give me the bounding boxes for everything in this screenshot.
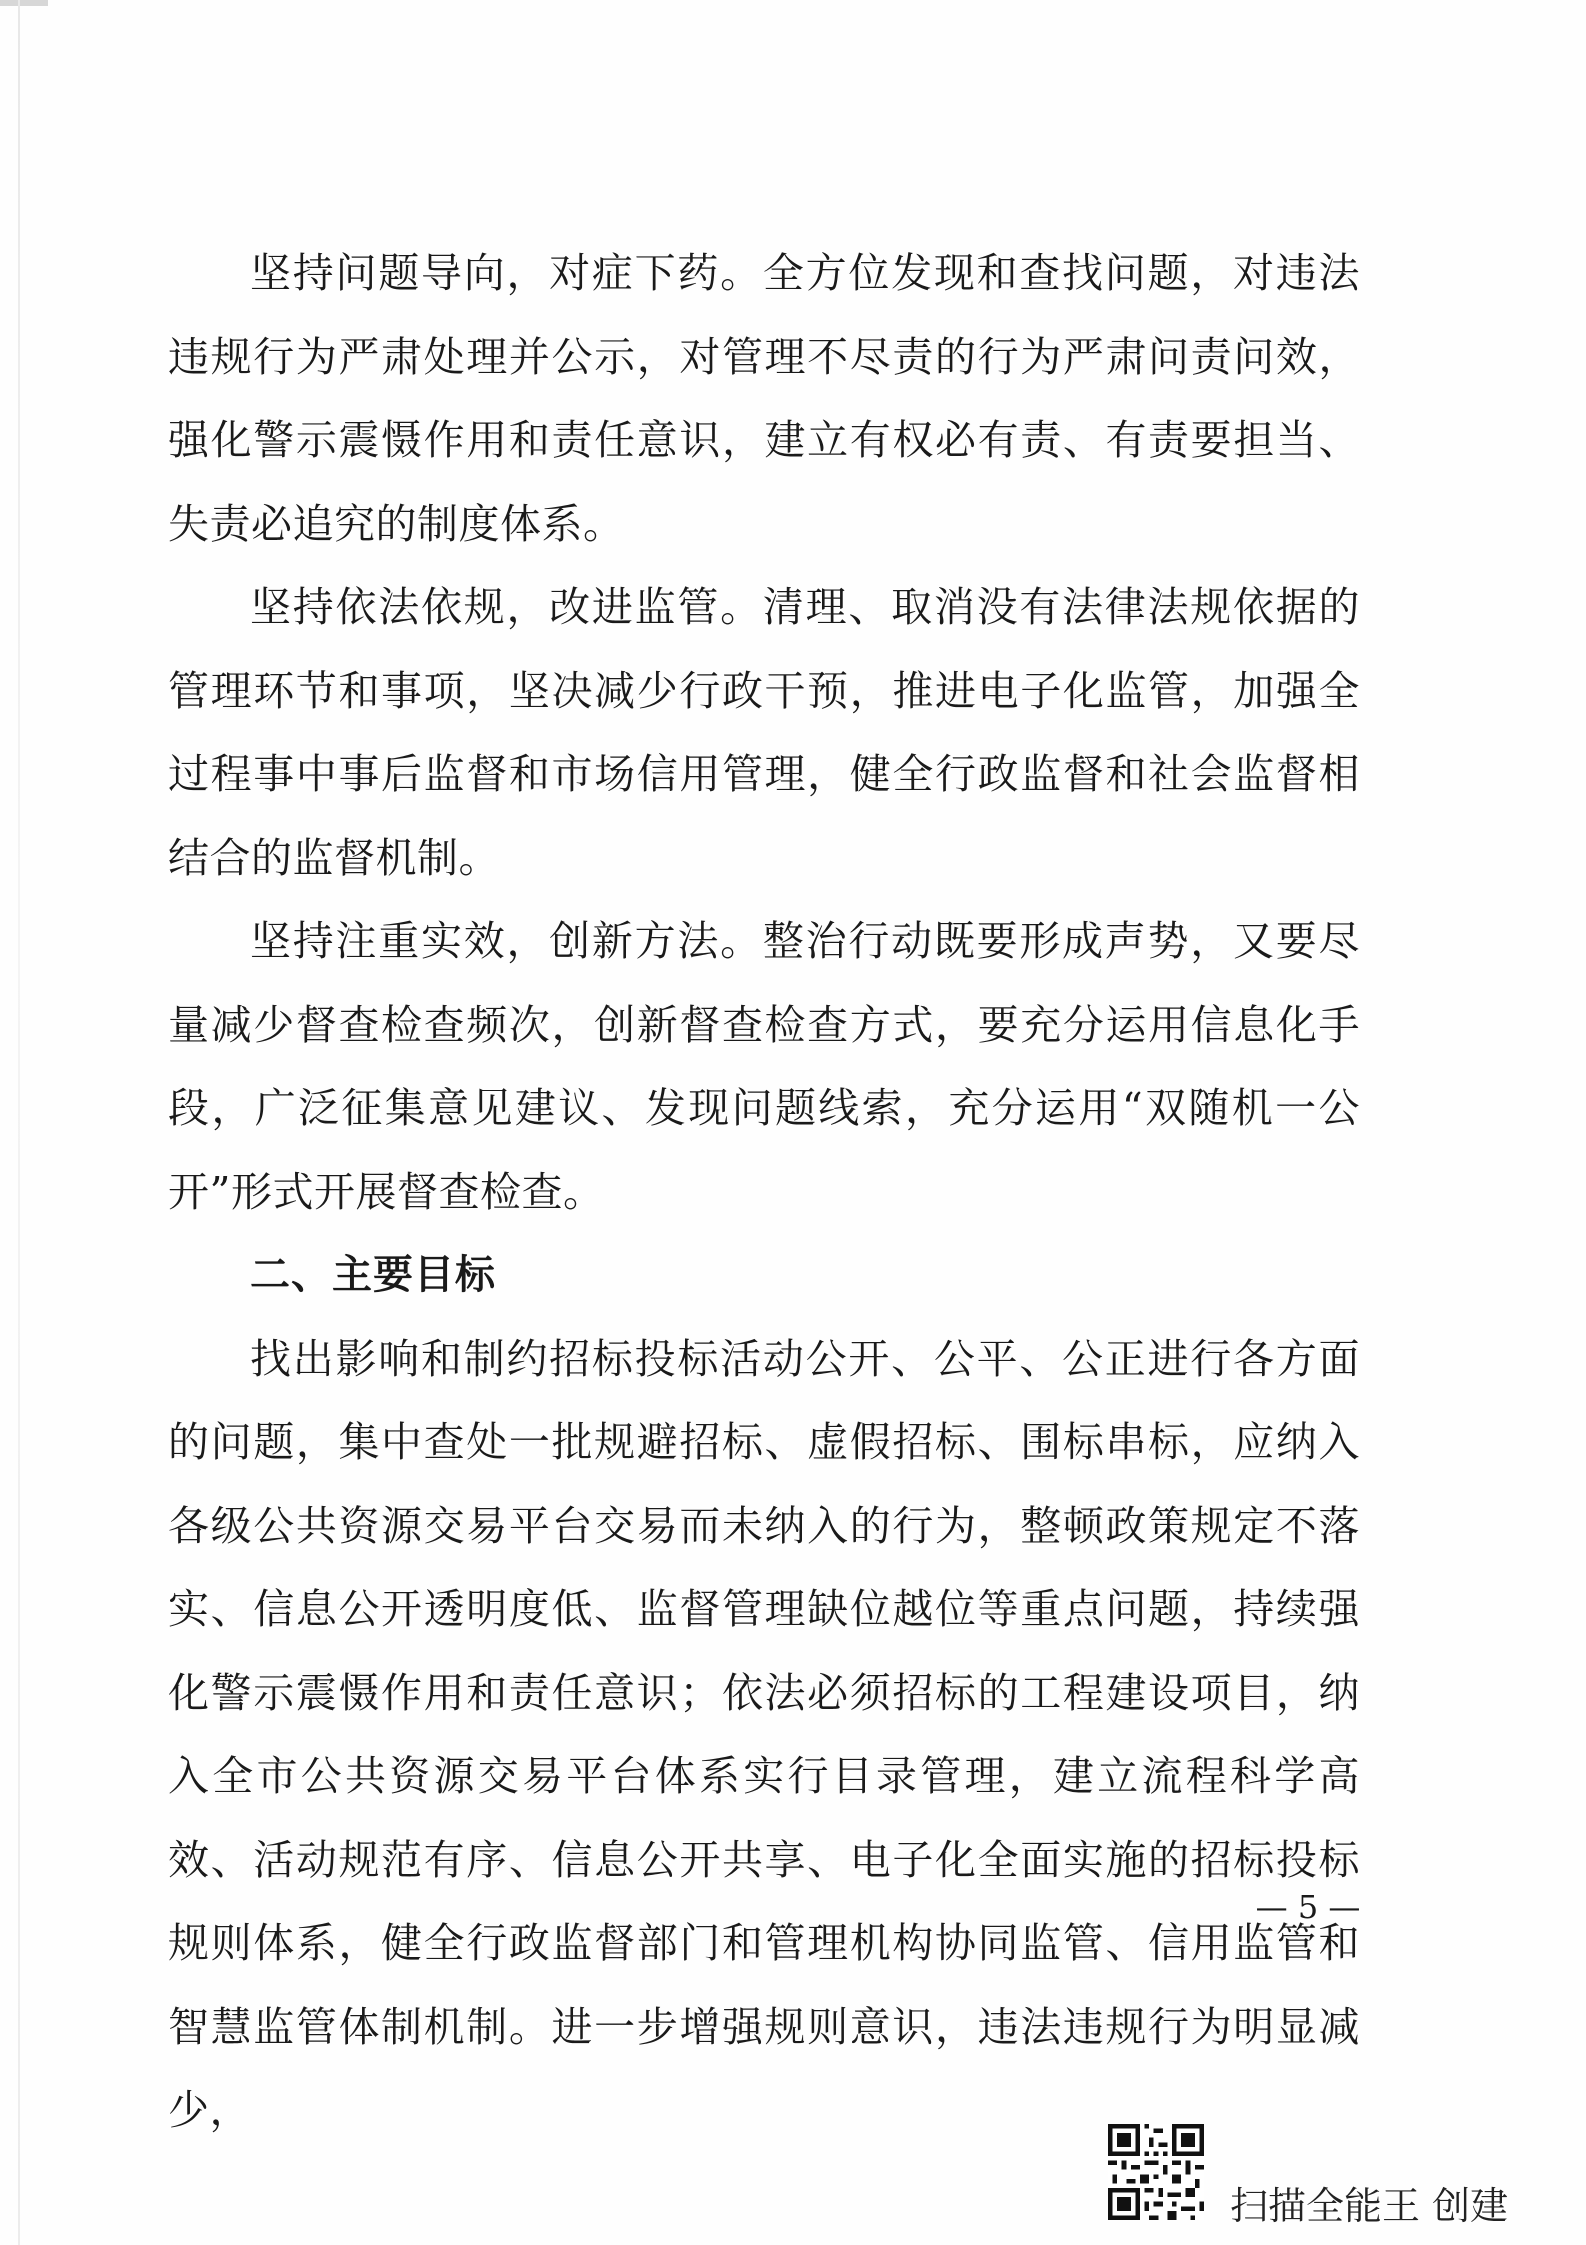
paragraph-main-goals: 找出影响和制约招标投标活动公开、公平、公正进行各方面的问题，集中查处一批规避招标、虚假招标、围标串标，应纳入各级公共资源交易平台交易而未纳入的行为，整顿政策规定不落实、信息公开透明度低、监督管理缺位越位等重点问题，持续强化警示震慑作用和责任意识；依法必须招标的工程建设项目，纳入全市公共资源交易平台体系实行目录管理，建立流程科学高效、活动规范有序、信息公开共享、电子化全面实施的招标投标规则体系，健全行政监督部门和管理机构协同监管、信用监管和智慧监管体制机制。进一步增强规则意识，违法违规行为明显减少， — [168, 1334, 1360, 2134]
scan-edge-shadow — [18, 0, 20, 2245]
qr-code-icon — [1108, 2124, 1204, 2220]
page-number: — 5 — — [1255, 1888, 1361, 1926]
paragraph-problem-oriented: 坚持问题导向，对症下药。全方位发现和查找问题，对违法违规行为严肃处理并公示，对管理不尽责的行为严肃问责问效，强化警示震慑作用和责任意识，建立有权必有责、有责要担当、失责必追究的制度体系。 — [168, 249, 1360, 548]
scanner-watermark: 扫描全能王 创建 — [1230, 2184, 1509, 2228]
paragraph-law-based: 坚持依法依规，改进监管。清理、取消没有法律法规依据的管理环节和事项，坚决减少行政干预，推进电子化监管，加强全过程事中事后监督和市场信用管理，健全行政监督和社会监督相结合的监督机制。 — [168, 583, 1360, 882]
document-body — [168, 232, 1360, 2153]
section-heading-main-goals: 二、主要目标 — [250, 1252, 496, 1298]
paragraph-effectiveness: 坚持注重实效，创新方法。整治行动既要形成声势，又要尽量减少督查检查频次，创新督查检查方式，要充分运用信息化手段，广泛征集意见建议、发现问题线索，充分运用“双随机一公开”形式开展督查检查。 — [168, 917, 1360, 1216]
scan-corner-mark — [0, 0, 48, 6]
